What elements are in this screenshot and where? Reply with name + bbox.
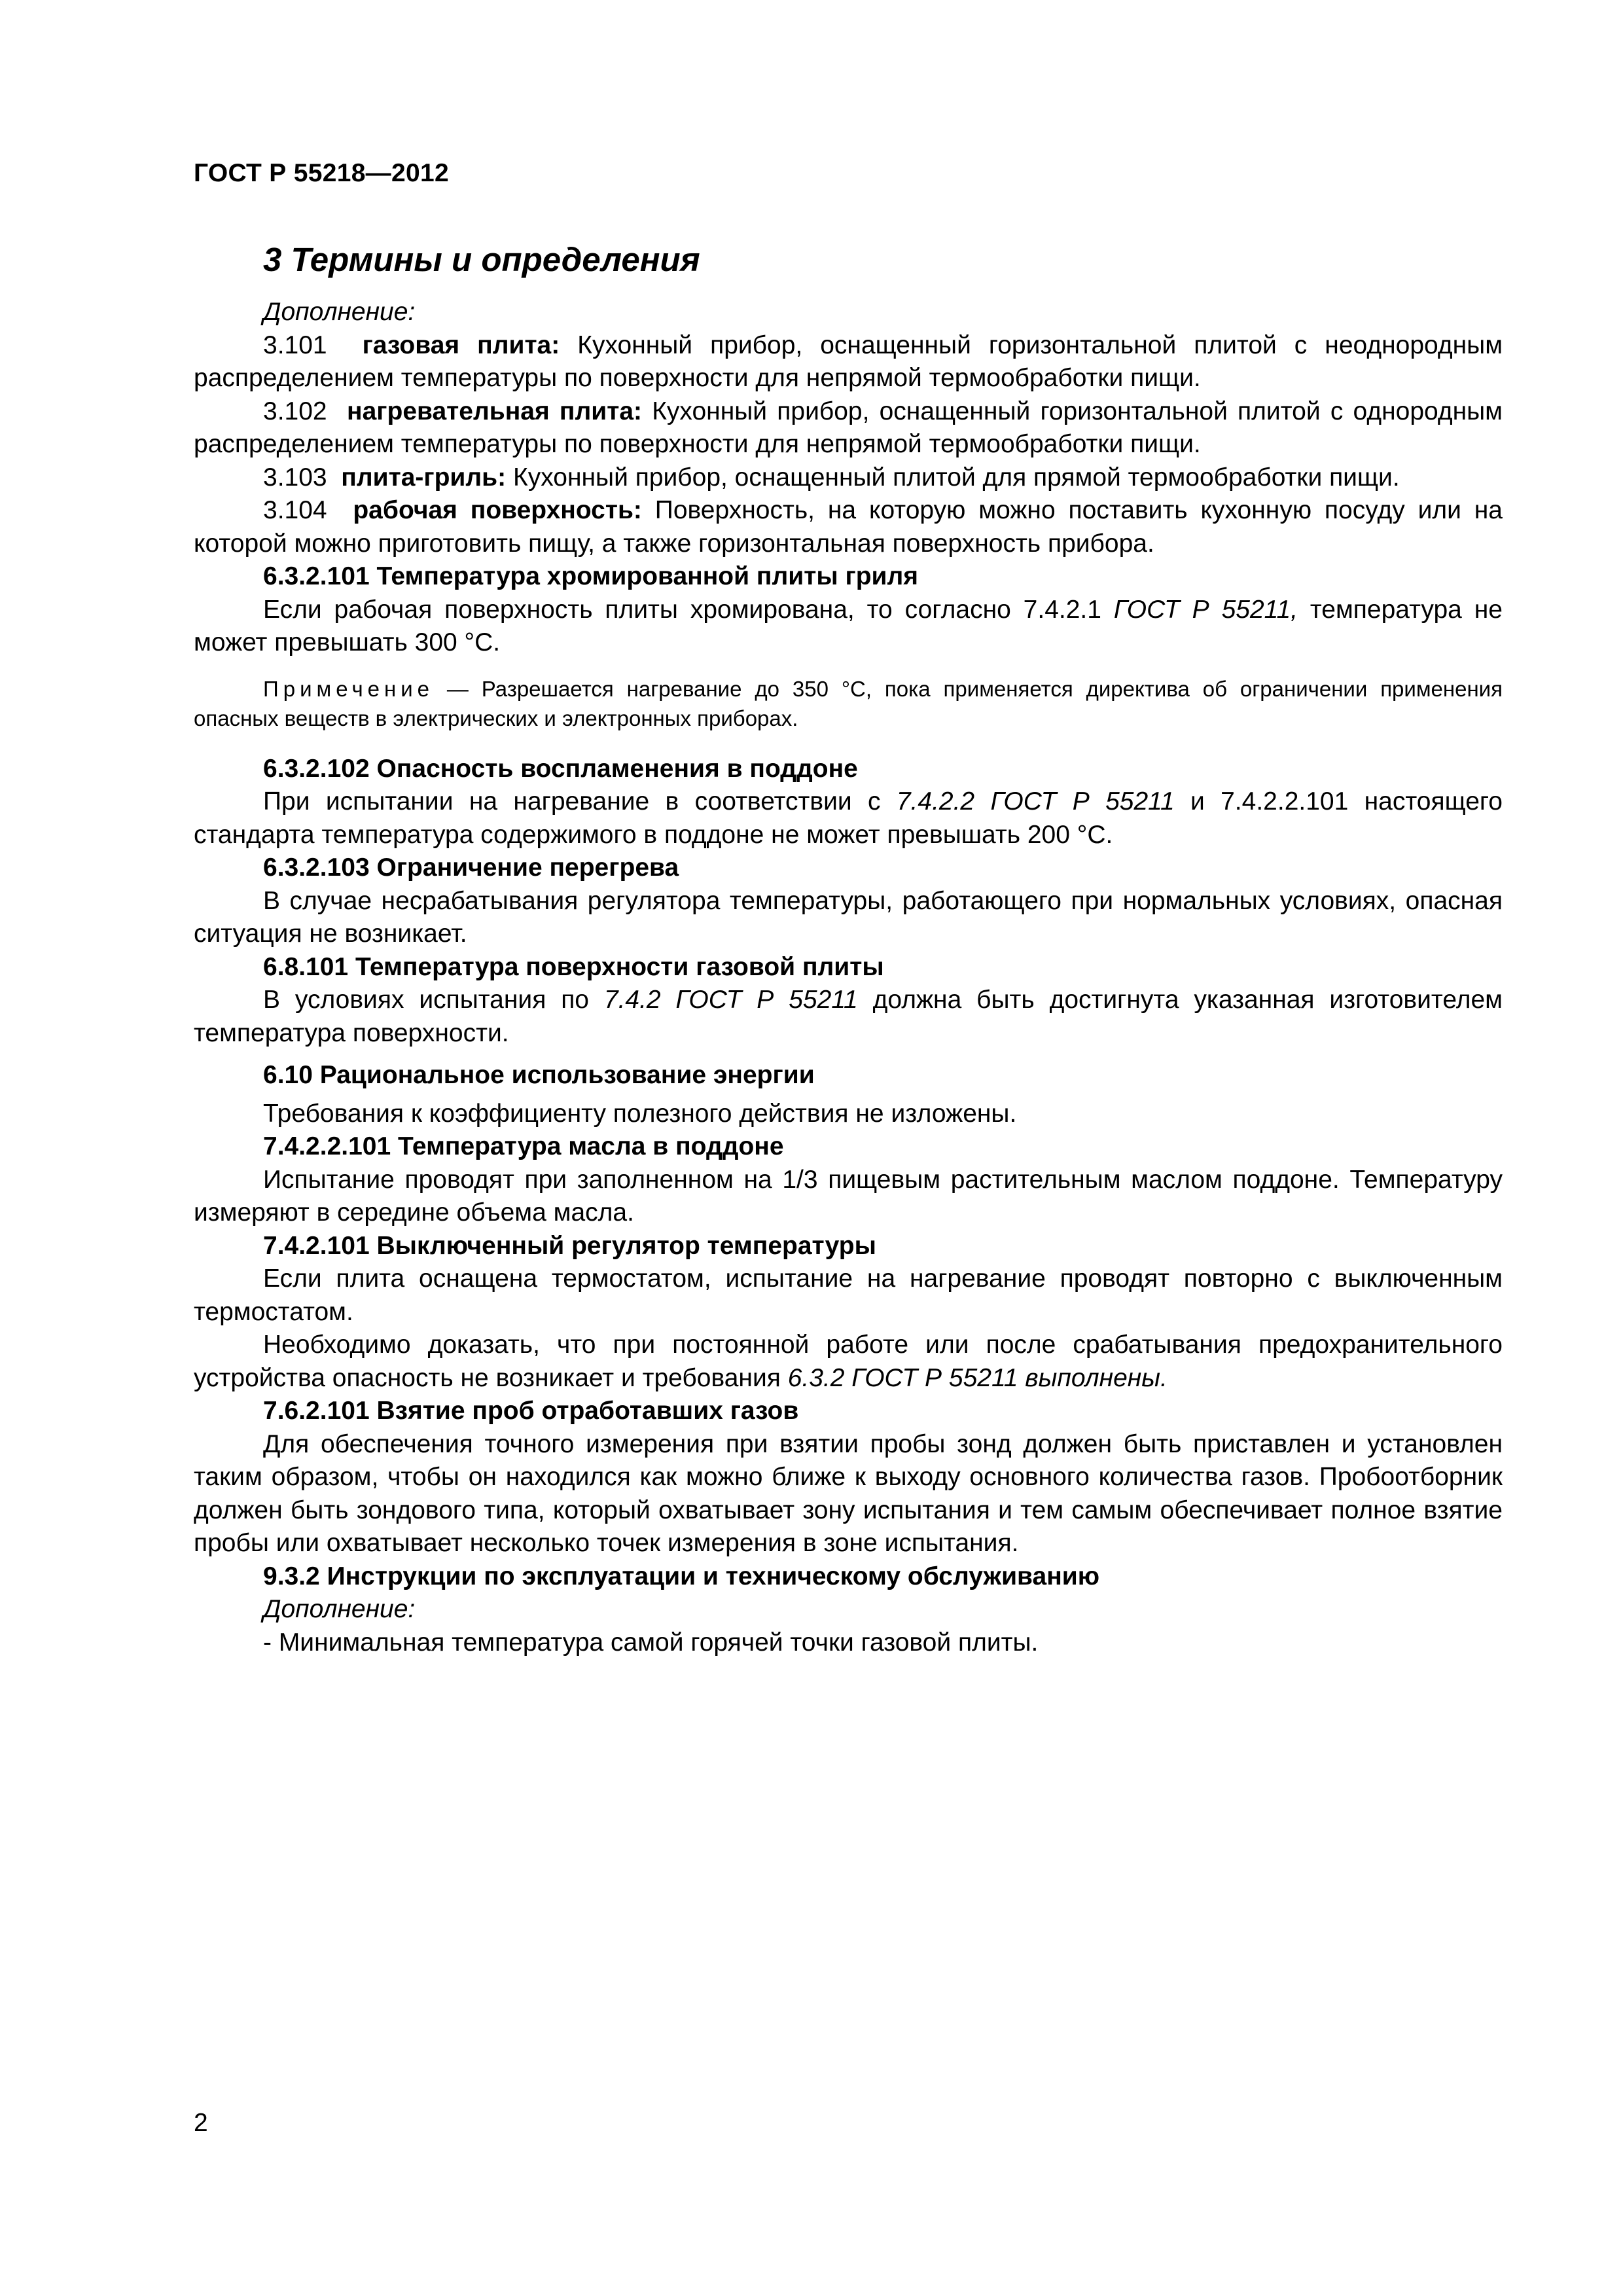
paragraph-6-3-2-101 (194, 594, 1503, 660)
paragraph-text: При испытании на нагревание в соответствии с (263, 787, 897, 816)
term-name: газовая плита: (362, 331, 560, 359)
paragraph-text: температура не может превышать 300 °С. (194, 595, 1503, 656)
paragraph-6-3-2-102 (194, 785, 1503, 852)
term-3-101 (194, 329, 1503, 395)
heading-7-4-2-101: 7.4.2.101 Выключенный регулятор температуры (263, 1231, 876, 1260)
paragraph-7-4-2-2-101: Испытание проводят при заполненном на 1/3 пищевым растительным маслом поддоне. Температуру измеряют в середине объема масла. (194, 1165, 1503, 1227)
term-name: нагревательная плита: (347, 397, 642, 425)
note-label: Примечение (263, 676, 435, 701)
list-item: - Минимальная температура самой горячей точки газовой плиты. (263, 1628, 1039, 1657)
paragraph-6-10: Требования к коэффициенту полезного действия не изложены. (263, 1099, 1017, 1128)
paragraph-text: Необходимо доказать, что при постоянной работе или после срабатывания предохранительного устройства опасность не возникает и требования (194, 1331, 1503, 1392)
paragraph-6-8-101 (194, 984, 1503, 1050)
note-text: — Разрешается нагревание до 350 °С, пока применяется директива об ограничении применения опасных веществ в электрических и электронных приборах. (194, 676, 1503, 730)
term-definition: Поверхность, на которую можно поставить кухонную посуду или на которой можно приготовить пищу, а также горизонтальная поверхность прибора. (194, 496, 1503, 558)
term-number: 3.104 (263, 496, 327, 524)
standard-reference: ГОСТ Р 55211, (1113, 595, 1298, 624)
term-number: 3.101 (263, 331, 327, 359)
paragraph-text: и 7.4.2.2.101 настоящего стандарта температура содержимого в поддоне не может превышать 200 °С. (194, 787, 1503, 849)
term-3-102 (194, 395, 1503, 461)
document-code-header: ГОСТ Р 55218—2012 (194, 159, 449, 187)
heading-6-10: 6.10 Рациональное использование энергии (263, 1061, 815, 1089)
addition-label-9-3-2: Дополнение: (263, 1595, 416, 1623)
paragraph-7-4-2-101-b (194, 1329, 1503, 1395)
paragraph-text: Если рабочая поверхность плиты хромирована, то согласно 7.4.2.1 (263, 595, 1114, 624)
heading-7-4-2-2-101: 7.4.2.2.101 Температура масла в поддоне (263, 1132, 784, 1160)
note (194, 674, 1503, 733)
heading-6-3-2-101: 6.3.2.101 Температура хромированной плиты гриля (263, 562, 919, 590)
paragraph-7-6-2-101: Для обеспечения точного измерения при взятии пробы зонд должен быть приставлен и установлен таким образом, чтобы он находился как можно ближе к выходу основного количества газов. Пробоотборник должен быть зондового типа, который охватывает зону испытания и тем самым обеспечивает полное взятие пробы или охватывает несколько точек измерения в зоне испытания. (194, 1429, 1503, 1557)
term-number: 3.102 (263, 397, 327, 425)
paragraph-text: В условиях испытания по (263, 986, 604, 1014)
paragraph-6-3-2-103: В случае несрабатывания регулятора температуры, работающего при нормальных условиях, опасная ситуация не возникает. (194, 886, 1503, 948)
term-3-103 (194, 461, 1503, 495)
heading-6-3-2-103: 6.3.2.103 Ограничение перегрева (263, 853, 679, 882)
heading-6-8-101: 6.8.101 Температура поверхности газовой плиты (263, 952, 884, 981)
heading-6-3-2-102: 6.3.2.102 Опасность воспламенения в поддоне (263, 754, 858, 783)
document-body (194, 296, 1503, 1659)
term-definition: Кухонный прибор, оснащенный плитой для прямой термообработки пищи. (513, 463, 1400, 492)
term-number: 3.103 (263, 463, 327, 492)
heading-7-6-2-101: 7.6.2.101 Взятие проб отработавших газов (263, 1397, 799, 1425)
section-title: 3 Термины и определения (263, 241, 700, 278)
term-definition: Кухонный прибор, оснащенный горизонтальной плитой с однородным распределением температуры по поверхности для непрямой термообработки пищи. (194, 397, 1503, 458)
heading-9-3-2: 9.3.2 Инструкции по эксплуатации и техническому обслуживанию (263, 1562, 1100, 1590)
paragraph-7-4-2-101-a: Если плита оснащена термостатом, испытание на нагревание проводят повторно с выключенным термостатом. (194, 1265, 1503, 1326)
term-definition: Кухонный прибор, оснащенный горизонтальной плитой с неоднородным распределением температуры по поверхности для непрямой термообработки пищи. (194, 331, 1503, 392)
term-3-104 (194, 494, 1503, 560)
standard-reference: 7.4.2.2 ГОСТ Р 55211 (896, 787, 1175, 816)
paragraph-text: должна быть достигнута указанная изготовителем температура поверхности. (194, 986, 1503, 1047)
page-number: 2 (194, 2109, 208, 2137)
standard-reference: 6.3.2 ГОСТ Р 55211 выполнены. (787, 1363, 1168, 1392)
addition-label: Дополнение: (263, 298, 416, 326)
standard-reference: 7.4.2 ГОСТ Р 55211 (603, 986, 858, 1014)
term-name: плита-гриль: (341, 463, 507, 492)
term-name: рабочая поверхность: (353, 496, 642, 524)
